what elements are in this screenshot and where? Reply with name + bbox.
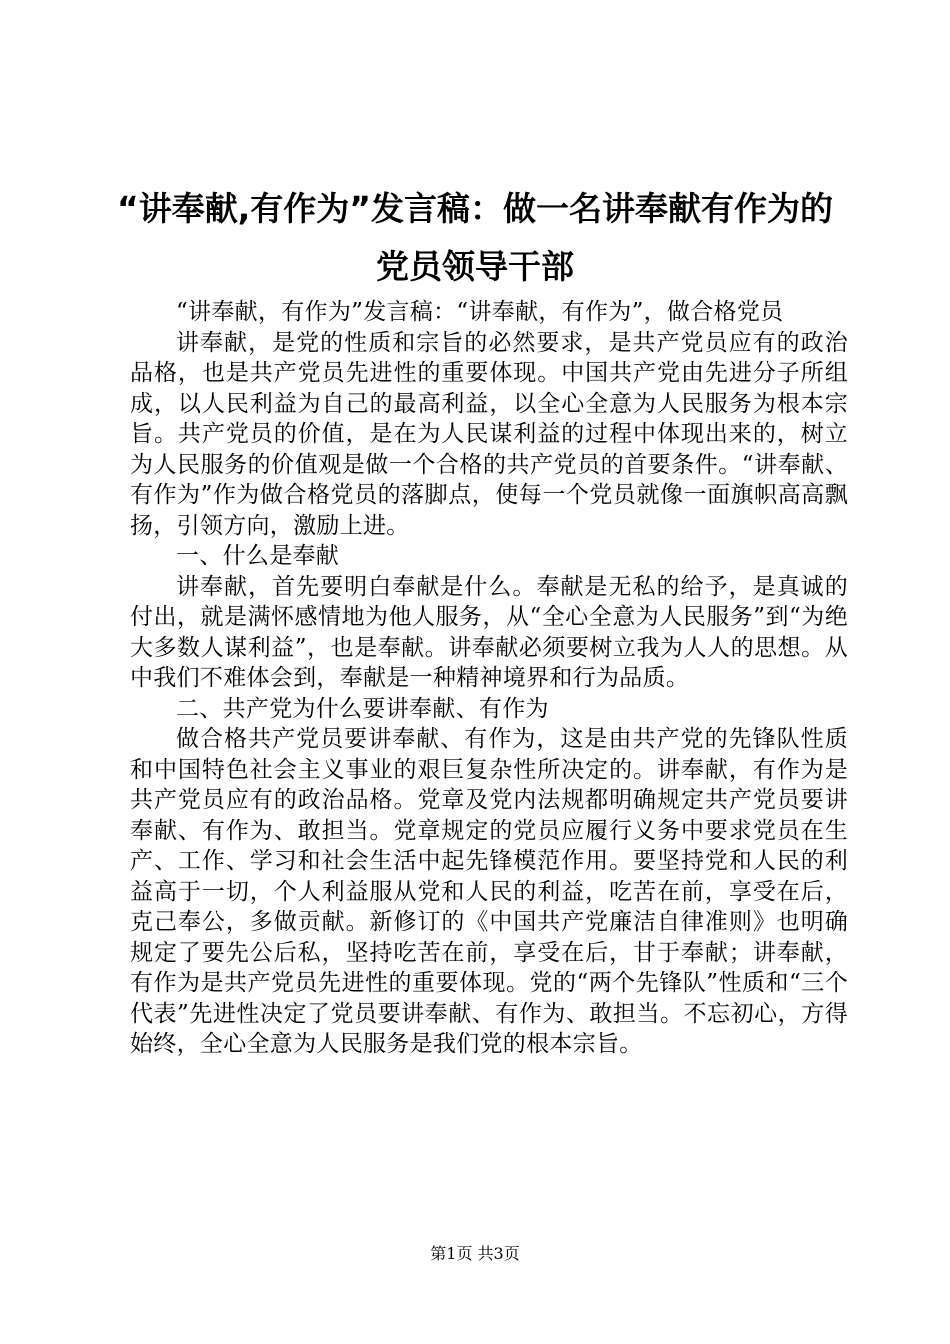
paragraph: 讲奉献，是党的性质和宗旨的必然要求，是共产党员应有的政治品格，也是共产党员先进性的重要体现。中国共产党由先进分子所组成，以人民利益为自己的最高利益，以全心全意为人民服务为根本宗旨。共产党员的价值，是在为人民谋利益的过程中体现出来的，树立为人民服务的价值观是做一个合格的共产党员的首要条件。“讲奉献、有作为”作为做合格党员的落脚点，使每一个党员就像一面旗帜高高飘扬，引领方向，激励上进。	[130, 329, 848, 539]
document-title: “讲奉献,有作为”发言稿：做一名讲奉献有作为的党员领导干部	[117, 189, 833, 286]
page-number-footer: 第1页 共3页	[430, 1244, 520, 1263]
document-body	[130, 297, 848, 1060]
paragraph: 讲奉献，首先要明白奉献是什么。奉献是无私的给予，是真诚的付出，就是满怀感情地为他人服务，从“全心全意为人民服务”到“为绝大多数人谋利益”，也是奉献。讲奉献必须要树立我为人人的思想。从中我们不难体会到，奉献是一种精神境界和行为品质。	[130, 573, 848, 691]
paragraph-intro: “讲奉献，有作为”发言稿：“讲奉献，有作为”，做合格党员	[176, 299, 784, 325]
section-heading: 一、什么是奉献	[176, 543, 340, 569]
paragraph: 做合格共产党员要讲奉献、有作为，这是由共产党的先锋队性质和中国特色社会主义事业的艰巨复杂性所决定的。讲奉献，有作为是共产党员应有的政治品格。党章及党内法规都明确规定共产党员要讲奉献、有作为、敢担当。党章规定的党员应履行义务中要求党员在生产、工作、学习和社会生活中起先锋模范作用。要坚持党和人民的利益高于一切，个人利益服从党和人民的利益，吃苦在前，享受在后，克己奉公，多做贡献。新修订的《中国共产党廉洁自律准则》也明确规定了要先公后私，坚持吃苦在前，享受在后，甘于奉献；讲奉献，有作为是共产党员先进性的重要体现。党的“两个先锋队”性质和“三个代表”先进性决定了党员要讲奉献、有作为、敢担当。不忘初心，方得始终，全心全意为人民服务是我们党的根本宗旨。	[130, 726, 848, 1057]
section-heading: 二、共产党为什么要讲奉献、有作为	[176, 695, 549, 722]
